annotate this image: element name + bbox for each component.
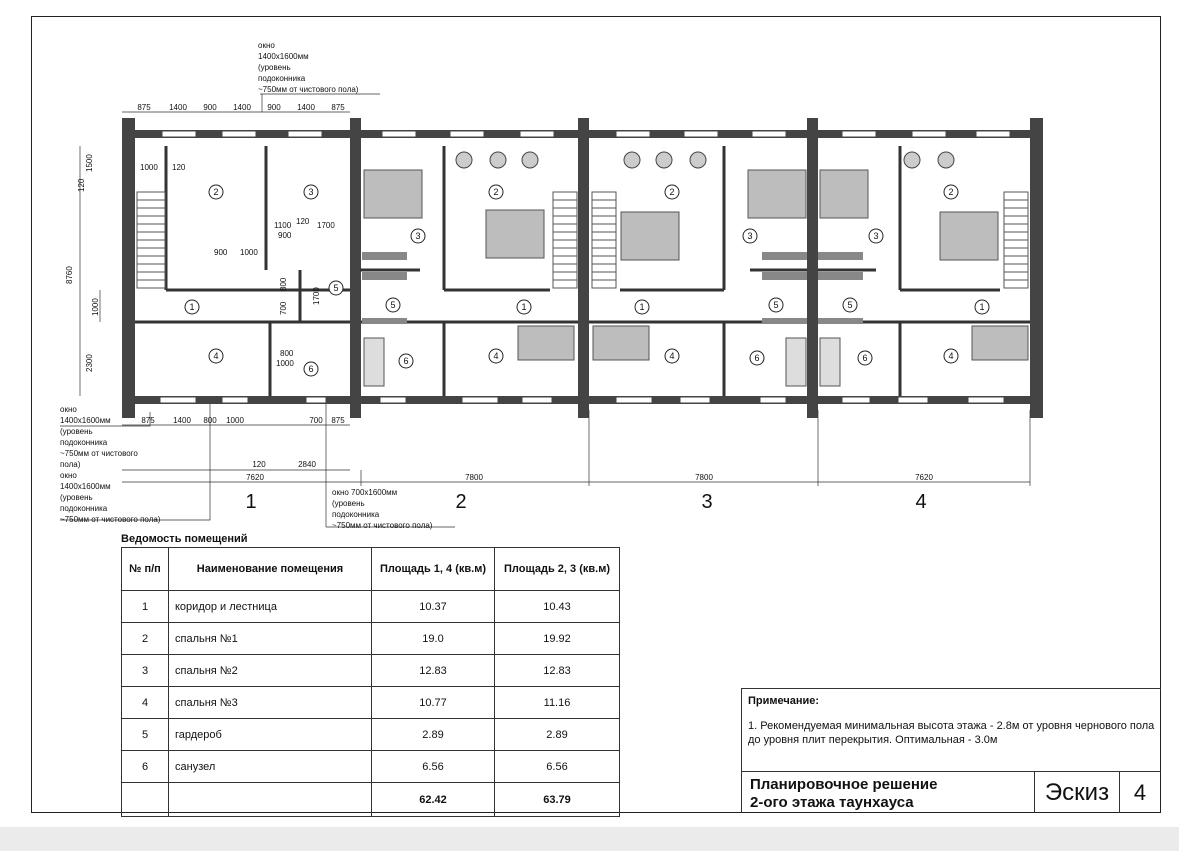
- room-label: 5: [333, 283, 339, 293]
- svg-text:(уровень: (уровень: [60, 427, 93, 436]
- row-number: 5: [122, 719, 169, 751]
- rooms-table: [121, 547, 620, 817]
- svg-text:1000: 1000: [140, 163, 158, 172]
- top-dimensions: [137, 103, 345, 112]
- title-block-title: [750, 776, 1030, 812]
- row-area-23: 6.56: [495, 751, 620, 783]
- svg-text:окно 700x1600мм: окно 700x1600мм: [332, 488, 398, 497]
- svg-text:120: 120: [252, 460, 266, 469]
- svg-text:1400: 1400: [297, 103, 315, 112]
- svg-text:1500: 1500: [85, 154, 94, 172]
- svg-text:окно: окно: [258, 41, 275, 50]
- svg-text:900: 900: [214, 248, 228, 257]
- svg-text:пола): пола): [60, 460, 81, 469]
- left-window-note-2: [60, 471, 161, 524]
- svg-text:120: 120: [77, 178, 86, 192]
- table-row: [122, 655, 620, 687]
- svg-text:~750мм от чистового пола): ~750мм от чистового пола): [332, 521, 433, 530]
- svg-text:7800: 7800: [695, 473, 713, 482]
- svg-text:700: 700: [279, 301, 288, 315]
- table-header-row: [122, 548, 620, 591]
- room-label: 2: [213, 187, 219, 197]
- row-area-14: 12.83: [372, 655, 495, 687]
- room-label: 1: [979, 302, 985, 312]
- table-row: [122, 623, 620, 655]
- svg-text:7620: 7620: [246, 473, 264, 482]
- header-area-23: Площадь 2, 3 (кв.м): [495, 548, 620, 591]
- room-label: 4: [669, 351, 675, 361]
- svg-text:(уровень: (уровень: [332, 499, 365, 508]
- svg-text:(уровень: (уровень: [60, 493, 93, 502]
- row-name: спальня №3: [169, 687, 372, 719]
- svg-text:1400: 1400: [233, 103, 251, 112]
- svg-text:800: 800: [203, 416, 217, 425]
- svg-text:900: 900: [267, 103, 281, 112]
- table-row: [122, 591, 620, 623]
- row-area-23: 11.16: [495, 687, 620, 719]
- row-area-14: 10.77: [372, 687, 495, 719]
- svg-text:окно: окно: [60, 405, 77, 414]
- room-label: 3: [308, 187, 314, 197]
- room-label: 2: [493, 187, 499, 197]
- row-number: 1: [122, 591, 169, 623]
- svg-text:120: 120: [296, 217, 310, 226]
- svg-text:8760: 8760: [65, 266, 74, 284]
- rooms-table-title: Ведомость помещений: [121, 533, 248, 545]
- svg-text:2840: 2840: [298, 460, 316, 469]
- svg-text:120: 120: [172, 163, 186, 172]
- svg-text:875: 875: [331, 416, 345, 425]
- svg-text:2300: 2300: [85, 354, 94, 372]
- title-block-code: Эскиз: [1034, 772, 1120, 813]
- svg-text:подоконника: подоконника: [258, 74, 306, 83]
- room-label: 6: [754, 353, 760, 363]
- svg-text:1400x1600мм: 1400x1600мм: [60, 416, 111, 425]
- svg-text:подоконника: подоконника: [60, 438, 108, 447]
- small-window-note: [332, 488, 433, 530]
- row-number: 6: [122, 751, 169, 783]
- svg-text:1400: 1400: [173, 416, 191, 425]
- total-area-14: 62.42: [372, 783, 495, 817]
- row-area-23: 12.83: [495, 655, 620, 687]
- row-number: 4: [122, 687, 169, 719]
- row-name: гардероб: [169, 719, 372, 751]
- row-area-23: 19.92: [495, 623, 620, 655]
- room-label: 1: [521, 302, 527, 312]
- row-name: санузел: [169, 751, 372, 783]
- row-number: 3: [122, 655, 169, 687]
- note-text: 1. Рекомендуемая минимальная высота этажа - 2.8м от уровня чернового пола до уровня плит перекрытия. Оптимальная - 3.0м: [748, 720, 1155, 746]
- svg-text:1700: 1700: [312, 287, 321, 305]
- room-label: 2: [948, 187, 954, 197]
- svg-text:1000: 1000: [226, 416, 244, 425]
- title-line-2: 2-ого этажа таунхауса: [750, 794, 914, 811]
- header-area-14: Площадь 1, 4 (кв.м): [372, 548, 495, 591]
- room-label: 1: [639, 302, 645, 312]
- room-label: 6: [308, 364, 314, 374]
- svg-text:1: 1: [245, 491, 257, 513]
- dimension-lines: [60, 94, 1030, 527]
- svg-text:875: 875: [331, 103, 345, 112]
- room-label: 3: [873, 231, 879, 241]
- row-name: спальня №2: [169, 655, 372, 687]
- row-number: 2: [122, 623, 169, 655]
- chairs: [456, 152, 954, 168]
- bottom-dimensions: [141, 416, 933, 482]
- svg-text:окно: окно: [60, 471, 77, 480]
- row-area-23: 10.43: [495, 591, 620, 623]
- room-label: 3: [415, 231, 421, 241]
- svg-text:875: 875: [137, 103, 151, 112]
- note-box: [741, 688, 1161, 772]
- title-block: [741, 771, 1161, 813]
- row-name: коридор и лестница: [169, 591, 372, 623]
- svg-text:1000: 1000: [276, 359, 294, 368]
- top-window-note: [258, 41, 359, 94]
- svg-text:подоконника: подоконника: [332, 510, 380, 519]
- room-label: 2: [669, 187, 675, 197]
- room-label: 1: [189, 302, 195, 312]
- left-dimensions: [65, 154, 100, 372]
- table-row: [122, 751, 620, 783]
- header-name: Наименование помещения: [169, 548, 372, 591]
- svg-text:875: 875: [141, 416, 155, 425]
- svg-text:1000: 1000: [91, 298, 100, 316]
- svg-text:1400x1600мм: 1400x1600мм: [60, 482, 111, 491]
- svg-text:7800: 7800: [465, 473, 483, 482]
- table-row: [122, 687, 620, 719]
- svg-text:~750мм от чистового пола): ~750мм от чистового пола): [60, 515, 161, 524]
- svg-text:~750мм от чистового пола): ~750мм от чистового пола): [258, 85, 359, 94]
- header-number: № п/п: [122, 548, 169, 591]
- row-area-14: 19.0: [372, 623, 495, 655]
- table-row: [122, 719, 620, 751]
- row-area-23: 2.89: [495, 719, 620, 751]
- room-label: 5: [773, 300, 779, 310]
- title-line-1: Планировочное решение: [750, 776, 938, 793]
- svg-text:1100: 1100: [274, 221, 292, 230]
- svg-text:(уровень: (уровень: [258, 63, 291, 72]
- room-label: 4: [948, 351, 954, 361]
- row-area-14: 6.56: [372, 751, 495, 783]
- svg-text:1000: 1000: [240, 248, 258, 257]
- svg-text:7620: 7620: [915, 473, 933, 482]
- row-area-14: 2.89: [372, 719, 495, 751]
- row-name: спальня №1: [169, 623, 372, 655]
- sheet-number: 4: [1133, 780, 1147, 805]
- svg-text:1400x1600мм: 1400x1600мм: [258, 52, 309, 61]
- svg-text:900: 900: [278, 231, 292, 240]
- note-title: Примечание:: [748, 695, 820, 707]
- svg-text:800: 800: [280, 349, 294, 358]
- svg-text:2: 2: [455, 491, 467, 513]
- svg-text:1400: 1400: [169, 103, 187, 112]
- svg-text:800: 800: [279, 277, 288, 291]
- svg-text:4: 4: [915, 491, 927, 513]
- room-label: 6: [403, 356, 409, 366]
- furniture: [364, 170, 1028, 386]
- svg-text:подоконника: подоконника: [60, 504, 108, 513]
- room-label: 4: [493, 351, 499, 361]
- row-area-14: 10.37: [372, 591, 495, 623]
- svg-text:~750мм от чистового: ~750мм от чистового: [60, 449, 138, 458]
- room-label: 6: [862, 353, 868, 363]
- svg-text:700: 700: [309, 416, 323, 425]
- room-label: 5: [390, 300, 396, 310]
- room-label: 3: [747, 231, 753, 241]
- svg-text:3: 3: [701, 491, 713, 513]
- room-label: 5: [847, 300, 853, 310]
- svg-text:900: 900: [203, 103, 217, 112]
- svg-text:1700: 1700: [317, 221, 335, 230]
- room-label: 4: [213, 351, 219, 361]
- table-total-row: [122, 783, 620, 817]
- total-area-23: 63.79: [495, 783, 620, 817]
